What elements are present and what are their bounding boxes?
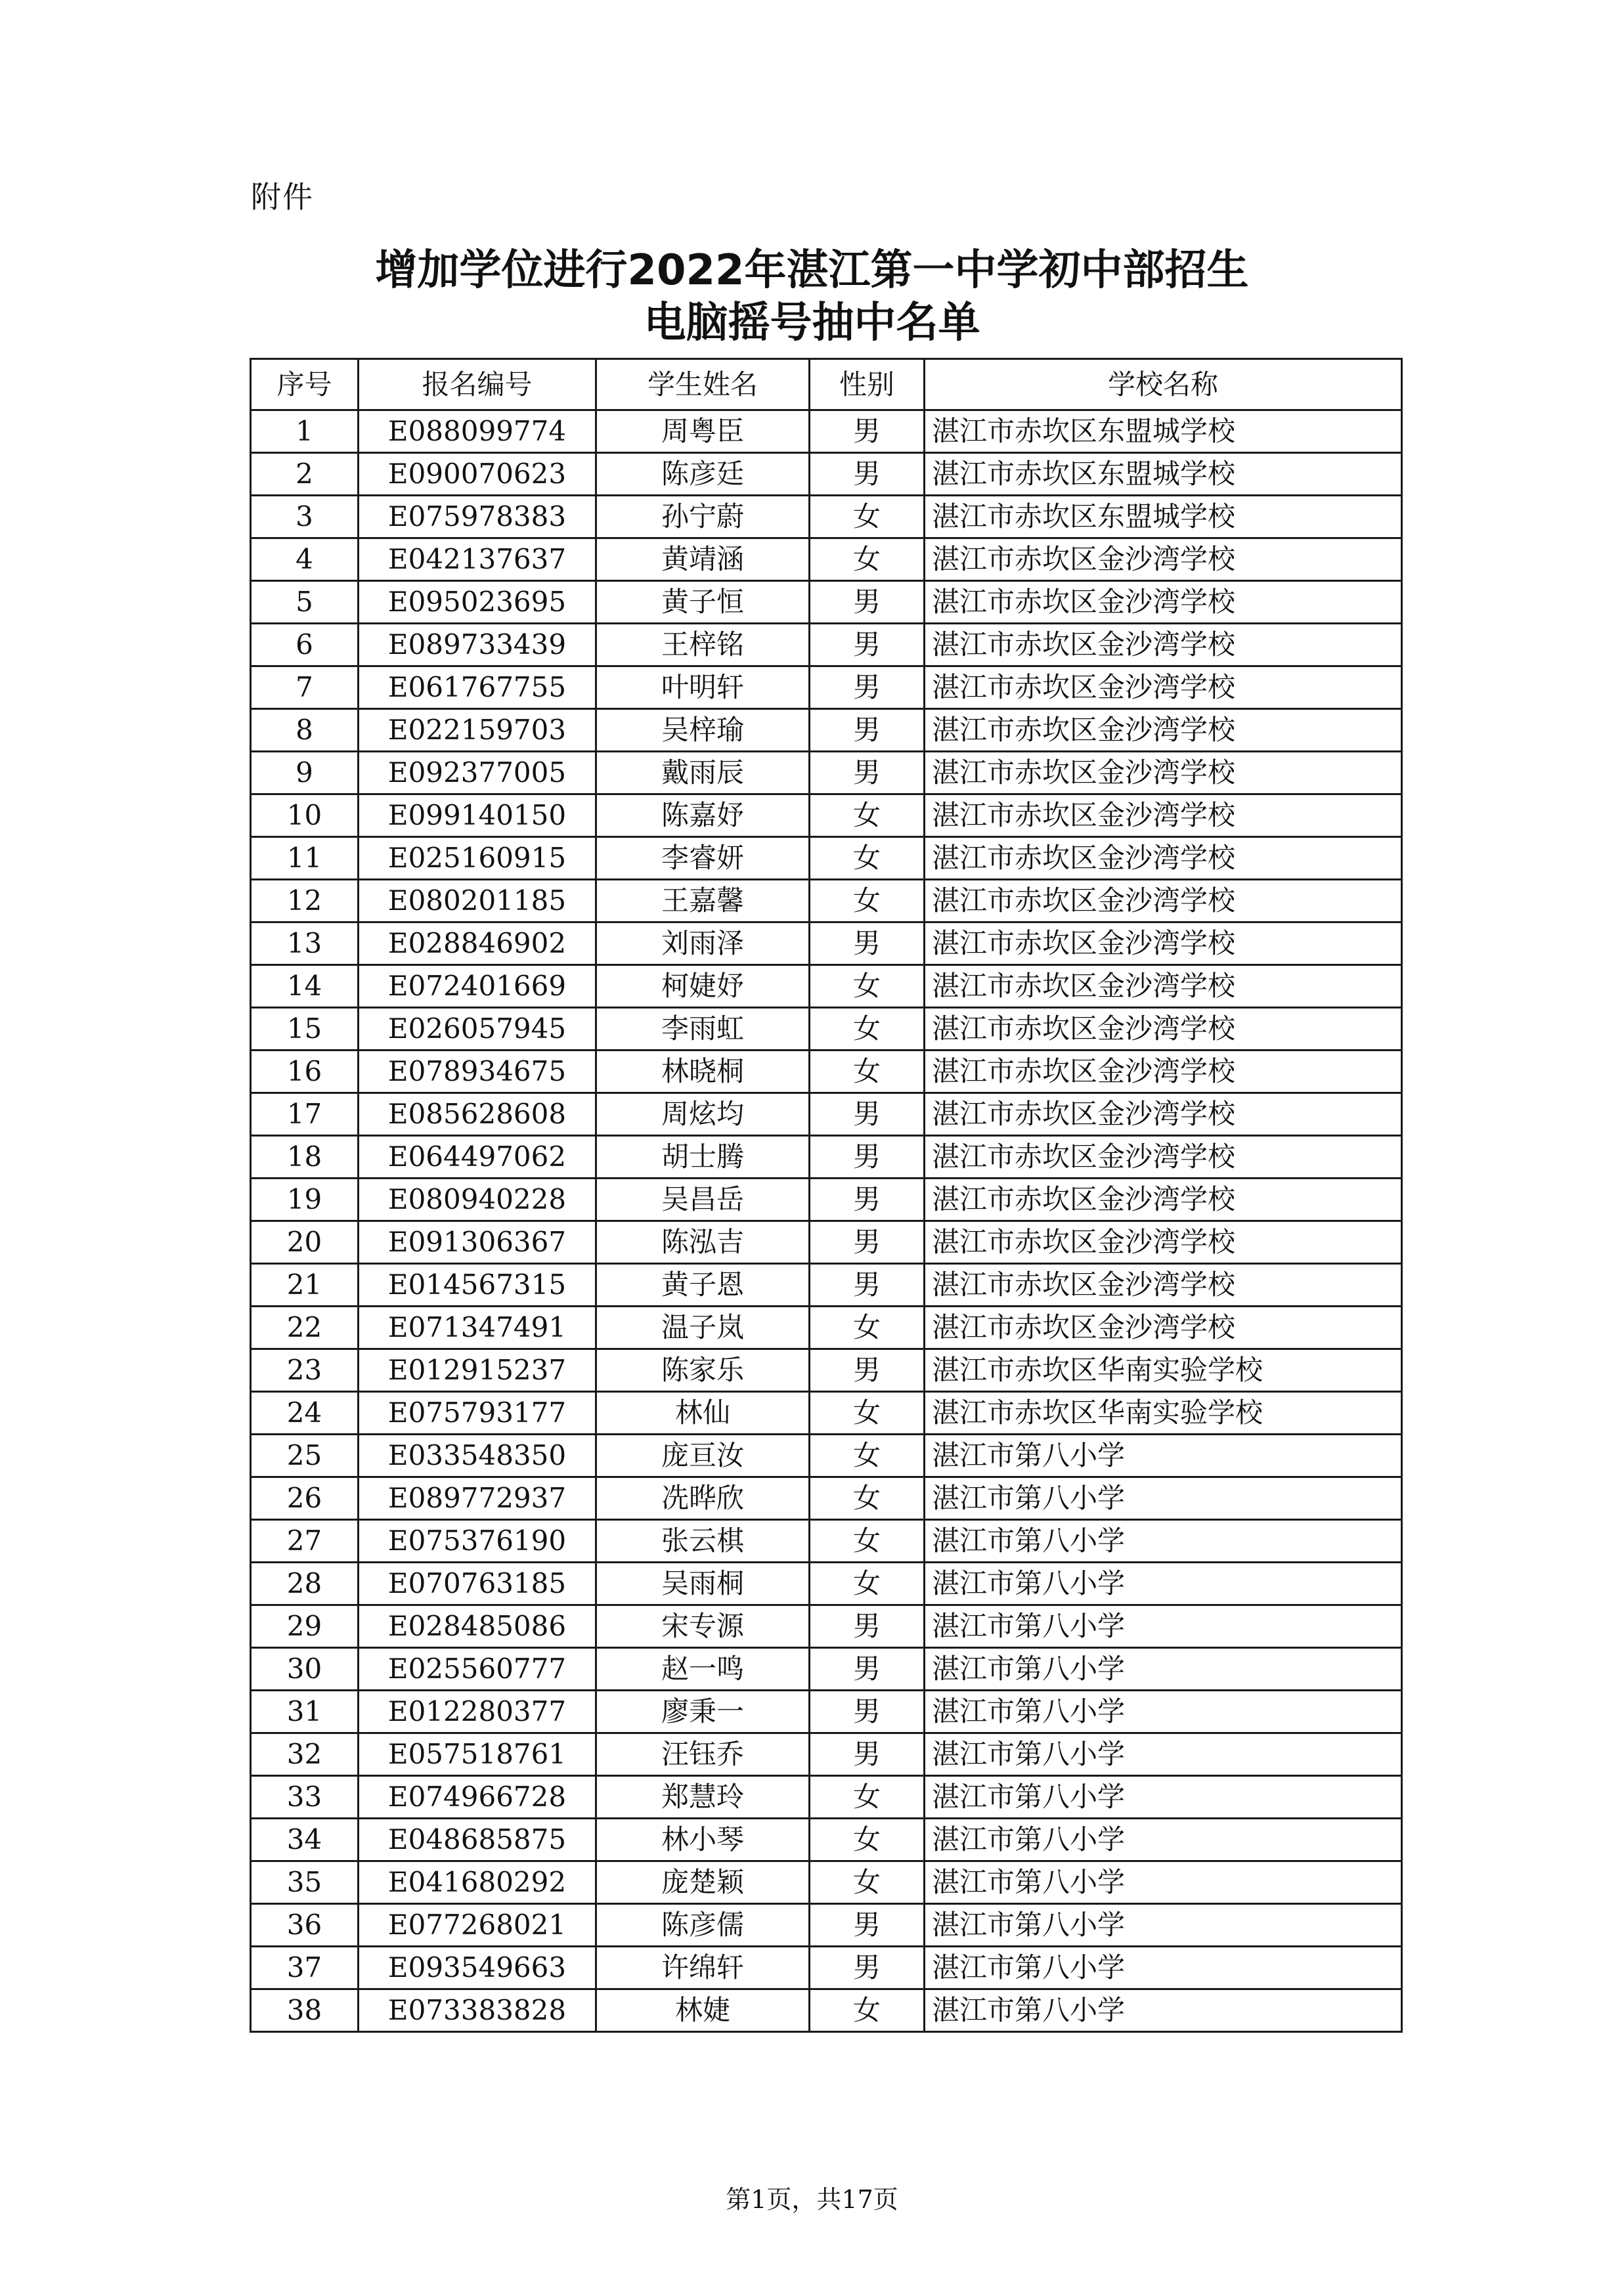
- cell-student-name: 胡士腾: [596, 1136, 810, 1179]
- cell-school-name: 湛江市赤坎区金沙湾学校: [925, 581, 1402, 624]
- cell-student-name: 黄子恒: [596, 581, 810, 624]
- cell-school-name: 湛江市赤坎区金沙湾学校: [925, 794, 1402, 837]
- cell-serial-number: 16: [251, 1051, 359, 1093]
- cell-registration-number: E057518761: [359, 1733, 596, 1776]
- cell-gender: 男: [810, 1093, 925, 1136]
- cell-student-name: 刘雨泽: [596, 922, 810, 965]
- cell-student-name: 王嘉馨: [596, 880, 810, 922]
- header-school-name: 学校名称: [925, 359, 1402, 410]
- cell-serial-number: 14: [251, 965, 359, 1008]
- cell-serial-number: 4: [251, 538, 359, 581]
- cell-serial-number: 3: [251, 496, 359, 538]
- table-row: [251, 581, 1402, 624]
- table-row: [251, 794, 1402, 837]
- cell-gender: 女: [810, 1307, 925, 1349]
- cell-student-name: 许绵轩: [596, 1947, 810, 1989]
- cell-school-name: 湛江市第八小学: [925, 1648, 1402, 1691]
- table-row: [251, 1435, 1402, 1477]
- cell-registration-number: E042137637: [359, 538, 596, 581]
- table-row: [251, 1136, 1402, 1179]
- table-row: [251, 1264, 1402, 1307]
- cell-gender: 女: [810, 1989, 925, 2032]
- cell-school-name: 湛江市第八小学: [925, 1904, 1402, 1947]
- cell-student-name: 周粤臣: [596, 410, 810, 453]
- cell-registration-number: E077268021: [359, 1904, 596, 1947]
- table-row: [251, 1477, 1402, 1520]
- table-row: [251, 1947, 1402, 1989]
- cell-gender: 女: [810, 1861, 925, 1904]
- table-row: [251, 1733, 1402, 1776]
- cell-registration-number: E089733439: [359, 624, 596, 666]
- cell-student-name: 叶明轩: [596, 666, 810, 709]
- cell-registration-number: E091306367: [359, 1221, 596, 1264]
- table-row: [251, 496, 1402, 538]
- table-row: [251, 1179, 1402, 1221]
- cell-school-name: 湛江市第八小学: [925, 1477, 1402, 1520]
- cell-school-name: 湛江市第八小学: [925, 1989, 1402, 2032]
- cell-gender: 男: [810, 410, 925, 453]
- cell-serial-number: 26: [251, 1477, 359, 1520]
- cell-gender: 男: [810, 1264, 925, 1307]
- table-row: [251, 1648, 1402, 1691]
- cell-gender: 男: [810, 1179, 925, 1221]
- cell-school-name: 湛江市第八小学: [925, 1435, 1402, 1477]
- cell-serial-number: 35: [251, 1861, 359, 1904]
- cell-gender: 男: [810, 1904, 925, 1947]
- cell-registration-number: E085628608: [359, 1093, 596, 1136]
- cell-student-name: 庞亘汝: [596, 1435, 810, 1477]
- cell-gender: 男: [810, 666, 925, 709]
- table-row: [251, 1520, 1402, 1563]
- cell-school-name: 湛江市第八小学: [925, 1947, 1402, 1989]
- cell-registration-number: E072401669: [359, 965, 596, 1008]
- cell-serial-number: 34: [251, 1819, 359, 1861]
- table-row: [251, 666, 1402, 709]
- cell-registration-number: E070763185: [359, 1563, 596, 1605]
- table-row: [251, 1563, 1402, 1605]
- cell-school-name: 湛江市赤坎区华南实验学校: [925, 1349, 1402, 1392]
- cell-serial-number: 37: [251, 1947, 359, 1989]
- cell-registration-number: E092377005: [359, 752, 596, 794]
- table-row: [251, 538, 1402, 581]
- cell-school-name: 湛江市第八小学: [925, 1691, 1402, 1733]
- cell-student-name: 林仙: [596, 1392, 810, 1435]
- cell-registration-number: E028485086: [359, 1605, 596, 1648]
- cell-school-name: 湛江市赤坎区华南实验学校: [925, 1392, 1402, 1435]
- cell-gender: 男: [810, 752, 925, 794]
- cell-school-name: 湛江市赤坎区金沙湾学校: [925, 1264, 1402, 1307]
- cell-registration-number: E078934675: [359, 1051, 596, 1093]
- table-row: [251, 1008, 1402, 1051]
- table-row: [251, 1691, 1402, 1733]
- table-row: [251, 965, 1402, 1008]
- cell-gender: 男: [810, 709, 925, 752]
- cell-student-name: 温子岚: [596, 1307, 810, 1349]
- cell-serial-number: 31: [251, 1691, 359, 1733]
- cell-registration-number: E080940228: [359, 1179, 596, 1221]
- attachment-label: 附件: [251, 179, 314, 215]
- cell-school-name: 湛江市赤坎区金沙湾学校: [925, 1307, 1402, 1349]
- cell-student-name: 郑慧玲: [596, 1776, 810, 1819]
- cell-gender: 女: [810, 1435, 925, 1477]
- cell-serial-number: 12: [251, 880, 359, 922]
- cell-student-name: 张云棋: [596, 1520, 810, 1563]
- cell-school-name: 湛江市赤坎区金沙湾学校: [925, 1093, 1402, 1136]
- cell-student-name: 赵一鸣: [596, 1648, 810, 1691]
- cell-registration-number: E048685875: [359, 1819, 596, 1861]
- cell-gender: 男: [810, 922, 925, 965]
- cell-serial-number: 5: [251, 581, 359, 624]
- cell-gender: 女: [810, 1520, 925, 1563]
- cell-registration-number: E075978383: [359, 496, 596, 538]
- cell-registration-number: E022159703: [359, 709, 596, 752]
- cell-gender: 女: [810, 837, 925, 880]
- table-row: [251, 1093, 1402, 1136]
- cell-serial-number: 10: [251, 794, 359, 837]
- cell-student-name: 周炫均: [596, 1093, 810, 1136]
- cell-school-name: 湛江市第八小学: [925, 1819, 1402, 1861]
- table-row: [251, 1605, 1402, 1648]
- cell-registration-number: E093549663: [359, 1947, 596, 1989]
- cell-school-name: 湛江市赤坎区金沙湾学校: [925, 709, 1402, 752]
- cell-registration-number: E089772937: [359, 1477, 596, 1520]
- cell-serial-number: 19: [251, 1179, 359, 1221]
- cell-gender: 女: [810, 794, 925, 837]
- table-row: [251, 837, 1402, 880]
- table-row: [251, 1776, 1402, 1819]
- cell-school-name: 湛江市赤坎区金沙湾学校: [925, 624, 1402, 666]
- table-row: [251, 880, 1402, 922]
- cell-registration-number: E025160915: [359, 837, 596, 880]
- cell-student-name: 林晓桐: [596, 1051, 810, 1093]
- cell-serial-number: 13: [251, 922, 359, 965]
- cell-registration-number: E025560777: [359, 1648, 596, 1691]
- table-row: [251, 1307, 1402, 1349]
- cell-school-name: 湛江市第八小学: [925, 1563, 1402, 1605]
- cell-gender: 女: [810, 538, 925, 581]
- cell-serial-number: 9: [251, 752, 359, 794]
- document-title-line-1: 增加学位进行2022年湛江第一中学初中部招生: [375, 246, 1249, 295]
- cell-student-name: 吴雨桐: [596, 1563, 810, 1605]
- cell-serial-number: 28: [251, 1563, 359, 1605]
- cell-registration-number: E064497062: [359, 1136, 596, 1179]
- cell-registration-number: E028846902: [359, 922, 596, 965]
- cell-serial-number: 25: [251, 1435, 359, 1477]
- cell-student-name: 吴梓瑜: [596, 709, 810, 752]
- cell-serial-number: 29: [251, 1605, 359, 1648]
- cell-gender: 女: [810, 1051, 925, 1093]
- cell-student-name: 李睿妍: [596, 837, 810, 880]
- cell-serial-number: 27: [251, 1520, 359, 1563]
- cell-school-name: 湛江市第八小学: [925, 1605, 1402, 1648]
- cell-serial-number: 32: [251, 1733, 359, 1776]
- cell-gender: 男: [810, 1648, 925, 1691]
- cell-serial-number: 22: [251, 1307, 359, 1349]
- table-row: [251, 624, 1402, 666]
- cell-school-name: 湛江市赤坎区金沙湾学校: [925, 752, 1402, 794]
- cell-registration-number: E073383828: [359, 1989, 596, 2032]
- table-row: [251, 752, 1402, 794]
- cell-school-name: 湛江市赤坎区金沙湾学校: [925, 965, 1402, 1008]
- cell-school-name: 湛江市赤坎区金沙湾学校: [925, 1221, 1402, 1264]
- cell-registration-number: E014567315: [359, 1264, 596, 1307]
- cell-registration-number: E074966728: [359, 1776, 596, 1819]
- cell-student-name: 庞楚颖: [596, 1861, 810, 1904]
- cell-student-name: 吴昌岳: [596, 1179, 810, 1221]
- cell-gender: 男: [810, 1605, 925, 1648]
- cell-serial-number: 11: [251, 837, 359, 880]
- cell-student-name: 林婕: [596, 1989, 810, 2032]
- cell-student-name: 陈家乐: [596, 1349, 810, 1392]
- cell-student-name: 汪钰乔: [596, 1733, 810, 1776]
- cell-gender: 男: [810, 624, 925, 666]
- cell-registration-number: E071347491: [359, 1307, 596, 1349]
- header-student-name: 学生姓名: [596, 359, 810, 410]
- cell-serial-number: 6: [251, 624, 359, 666]
- cell-registration-number: E090070623: [359, 453, 596, 496]
- cell-student-name: 王梓铭: [596, 624, 810, 666]
- cell-registration-number: E012280377: [359, 1691, 596, 1733]
- cell-school-name: 湛江市第八小学: [925, 1733, 1402, 1776]
- cell-student-name: 戴雨辰: [596, 752, 810, 794]
- cell-registration-number: E075793177: [359, 1392, 596, 1435]
- cell-school-name: 湛江市赤坎区金沙湾学校: [925, 880, 1402, 922]
- cell-serial-number: 30: [251, 1648, 359, 1691]
- cell-gender: 男: [810, 1221, 925, 1264]
- cell-school-name: 湛江市赤坎区金沙湾学校: [925, 538, 1402, 581]
- cell-student-name: 陈嘉妤: [596, 794, 810, 837]
- cell-school-name: 湛江市赤坎区金沙湾学校: [925, 1136, 1402, 1179]
- cell-student-name: 柯婕妤: [596, 965, 810, 1008]
- cell-serial-number: 38: [251, 1989, 359, 2032]
- cell-gender: 男: [810, 1947, 925, 1989]
- cell-school-name: 湛江市第八小学: [925, 1520, 1402, 1563]
- table-row: [251, 1861, 1402, 1904]
- cell-serial-number: 2: [251, 453, 359, 496]
- cell-registration-number: E095023695: [359, 581, 596, 624]
- header-serial-number: 序号: [251, 359, 359, 410]
- cell-gender: 女: [810, 880, 925, 922]
- cell-school-name: 湛江市赤坎区金沙湾学校: [925, 1008, 1402, 1051]
- cell-registration-number: E033548350: [359, 1435, 596, 1477]
- cell-school-name: 湛江市赤坎区金沙湾学校: [925, 666, 1402, 709]
- table-row: [251, 453, 1402, 496]
- cell-gender: 男: [810, 581, 925, 624]
- cell-serial-number: 8: [251, 709, 359, 752]
- cell-serial-number: 21: [251, 1264, 359, 1307]
- cell-gender: 女: [810, 1392, 925, 1435]
- cell-student-name: 黄子恩: [596, 1264, 810, 1307]
- cell-registration-number: E088099774: [359, 410, 596, 453]
- cell-registration-number: E075376190: [359, 1520, 596, 1563]
- cell-gender: 女: [810, 1477, 925, 1520]
- cell-serial-number: 20: [251, 1221, 359, 1264]
- cell-serial-number: 24: [251, 1392, 359, 1435]
- cell-student-name: 孙宁蔚: [596, 496, 810, 538]
- table-row: [251, 1051, 1402, 1093]
- cell-gender: 女: [810, 1563, 925, 1605]
- cell-student-name: 陈泓吉: [596, 1221, 810, 1264]
- cell-school-name: 湛江市赤坎区金沙湾学校: [925, 1051, 1402, 1093]
- table-row: [251, 410, 1402, 453]
- table-row: [251, 709, 1402, 752]
- cell-gender: 女: [810, 965, 925, 1008]
- cell-gender: 女: [810, 496, 925, 538]
- page-footer: 第1页，共17页: [726, 2185, 898, 2214]
- cell-gender: 男: [810, 1691, 925, 1733]
- document-title-line-2: 电脑摇号抽中名单: [644, 299, 980, 347]
- table-row: [251, 1989, 1402, 2032]
- cell-serial-number: 36: [251, 1904, 359, 1947]
- cell-serial-number: 23: [251, 1349, 359, 1392]
- cell-gender: 男: [810, 1733, 925, 1776]
- table-row: [251, 922, 1402, 965]
- cell-school-name: 湛江市赤坎区东盟城学校: [925, 410, 1402, 453]
- lottery-result-table: [250, 358, 1403, 2033]
- cell-student-name: 黄靖涵: [596, 538, 810, 581]
- cell-gender: 女: [810, 1819, 925, 1861]
- header-gender: 性别: [810, 359, 925, 410]
- cell-serial-number: 15: [251, 1008, 359, 1051]
- cell-registration-number: E099140150: [359, 794, 596, 837]
- header-registration-number: 报名编号: [359, 359, 596, 410]
- cell-student-name: 冼晔欣: [596, 1477, 810, 1520]
- cell-serial-number: 33: [251, 1776, 359, 1819]
- cell-serial-number: 17: [251, 1093, 359, 1136]
- cell-school-name: 湛江市赤坎区东盟城学校: [925, 453, 1402, 496]
- cell-serial-number: 1: [251, 410, 359, 453]
- table-row: [251, 1349, 1402, 1392]
- cell-school-name: 湛江市赤坎区东盟城学校: [925, 496, 1402, 538]
- cell-school-name: 湛江市赤坎区金沙湾学校: [925, 1179, 1402, 1221]
- cell-school-name: 湛江市第八小学: [925, 1861, 1402, 1904]
- cell-serial-number: 18: [251, 1136, 359, 1179]
- table-row: [251, 1819, 1402, 1861]
- cell-student-name: 李雨虹: [596, 1008, 810, 1051]
- cell-school-name: 湛江市赤坎区金沙湾学校: [925, 837, 1402, 880]
- cell-gender: 男: [810, 453, 925, 496]
- cell-student-name: 廖秉一: [596, 1691, 810, 1733]
- cell-serial-number: 7: [251, 666, 359, 709]
- table-row: [251, 1221, 1402, 1264]
- table-header-row: [251, 359, 1402, 410]
- cell-gender: 男: [810, 1349, 925, 1392]
- table-row: [251, 1904, 1402, 1947]
- cell-school-name: 湛江市赤坎区金沙湾学校: [925, 922, 1402, 965]
- table-body: [251, 410, 1402, 2032]
- table-row: [251, 1392, 1402, 1435]
- cell-gender: 男: [810, 1136, 925, 1179]
- cell-registration-number: E061767755: [359, 666, 596, 709]
- cell-gender: 女: [810, 1008, 925, 1051]
- cell-registration-number: E080201185: [359, 880, 596, 922]
- cell-gender: 女: [810, 1776, 925, 1819]
- cell-student-name: 宋专源: [596, 1605, 810, 1648]
- cell-student-name: 陈彦儒: [596, 1904, 810, 1947]
- cell-registration-number: E026057945: [359, 1008, 596, 1051]
- cell-school-name: 湛江市第八小学: [925, 1776, 1402, 1819]
- cell-student-name: 陈彦廷: [596, 453, 810, 496]
- cell-registration-number: E012915237: [359, 1349, 596, 1392]
- cell-registration-number: E041680292: [359, 1861, 596, 1904]
- cell-student-name: 林小琴: [596, 1819, 810, 1861]
